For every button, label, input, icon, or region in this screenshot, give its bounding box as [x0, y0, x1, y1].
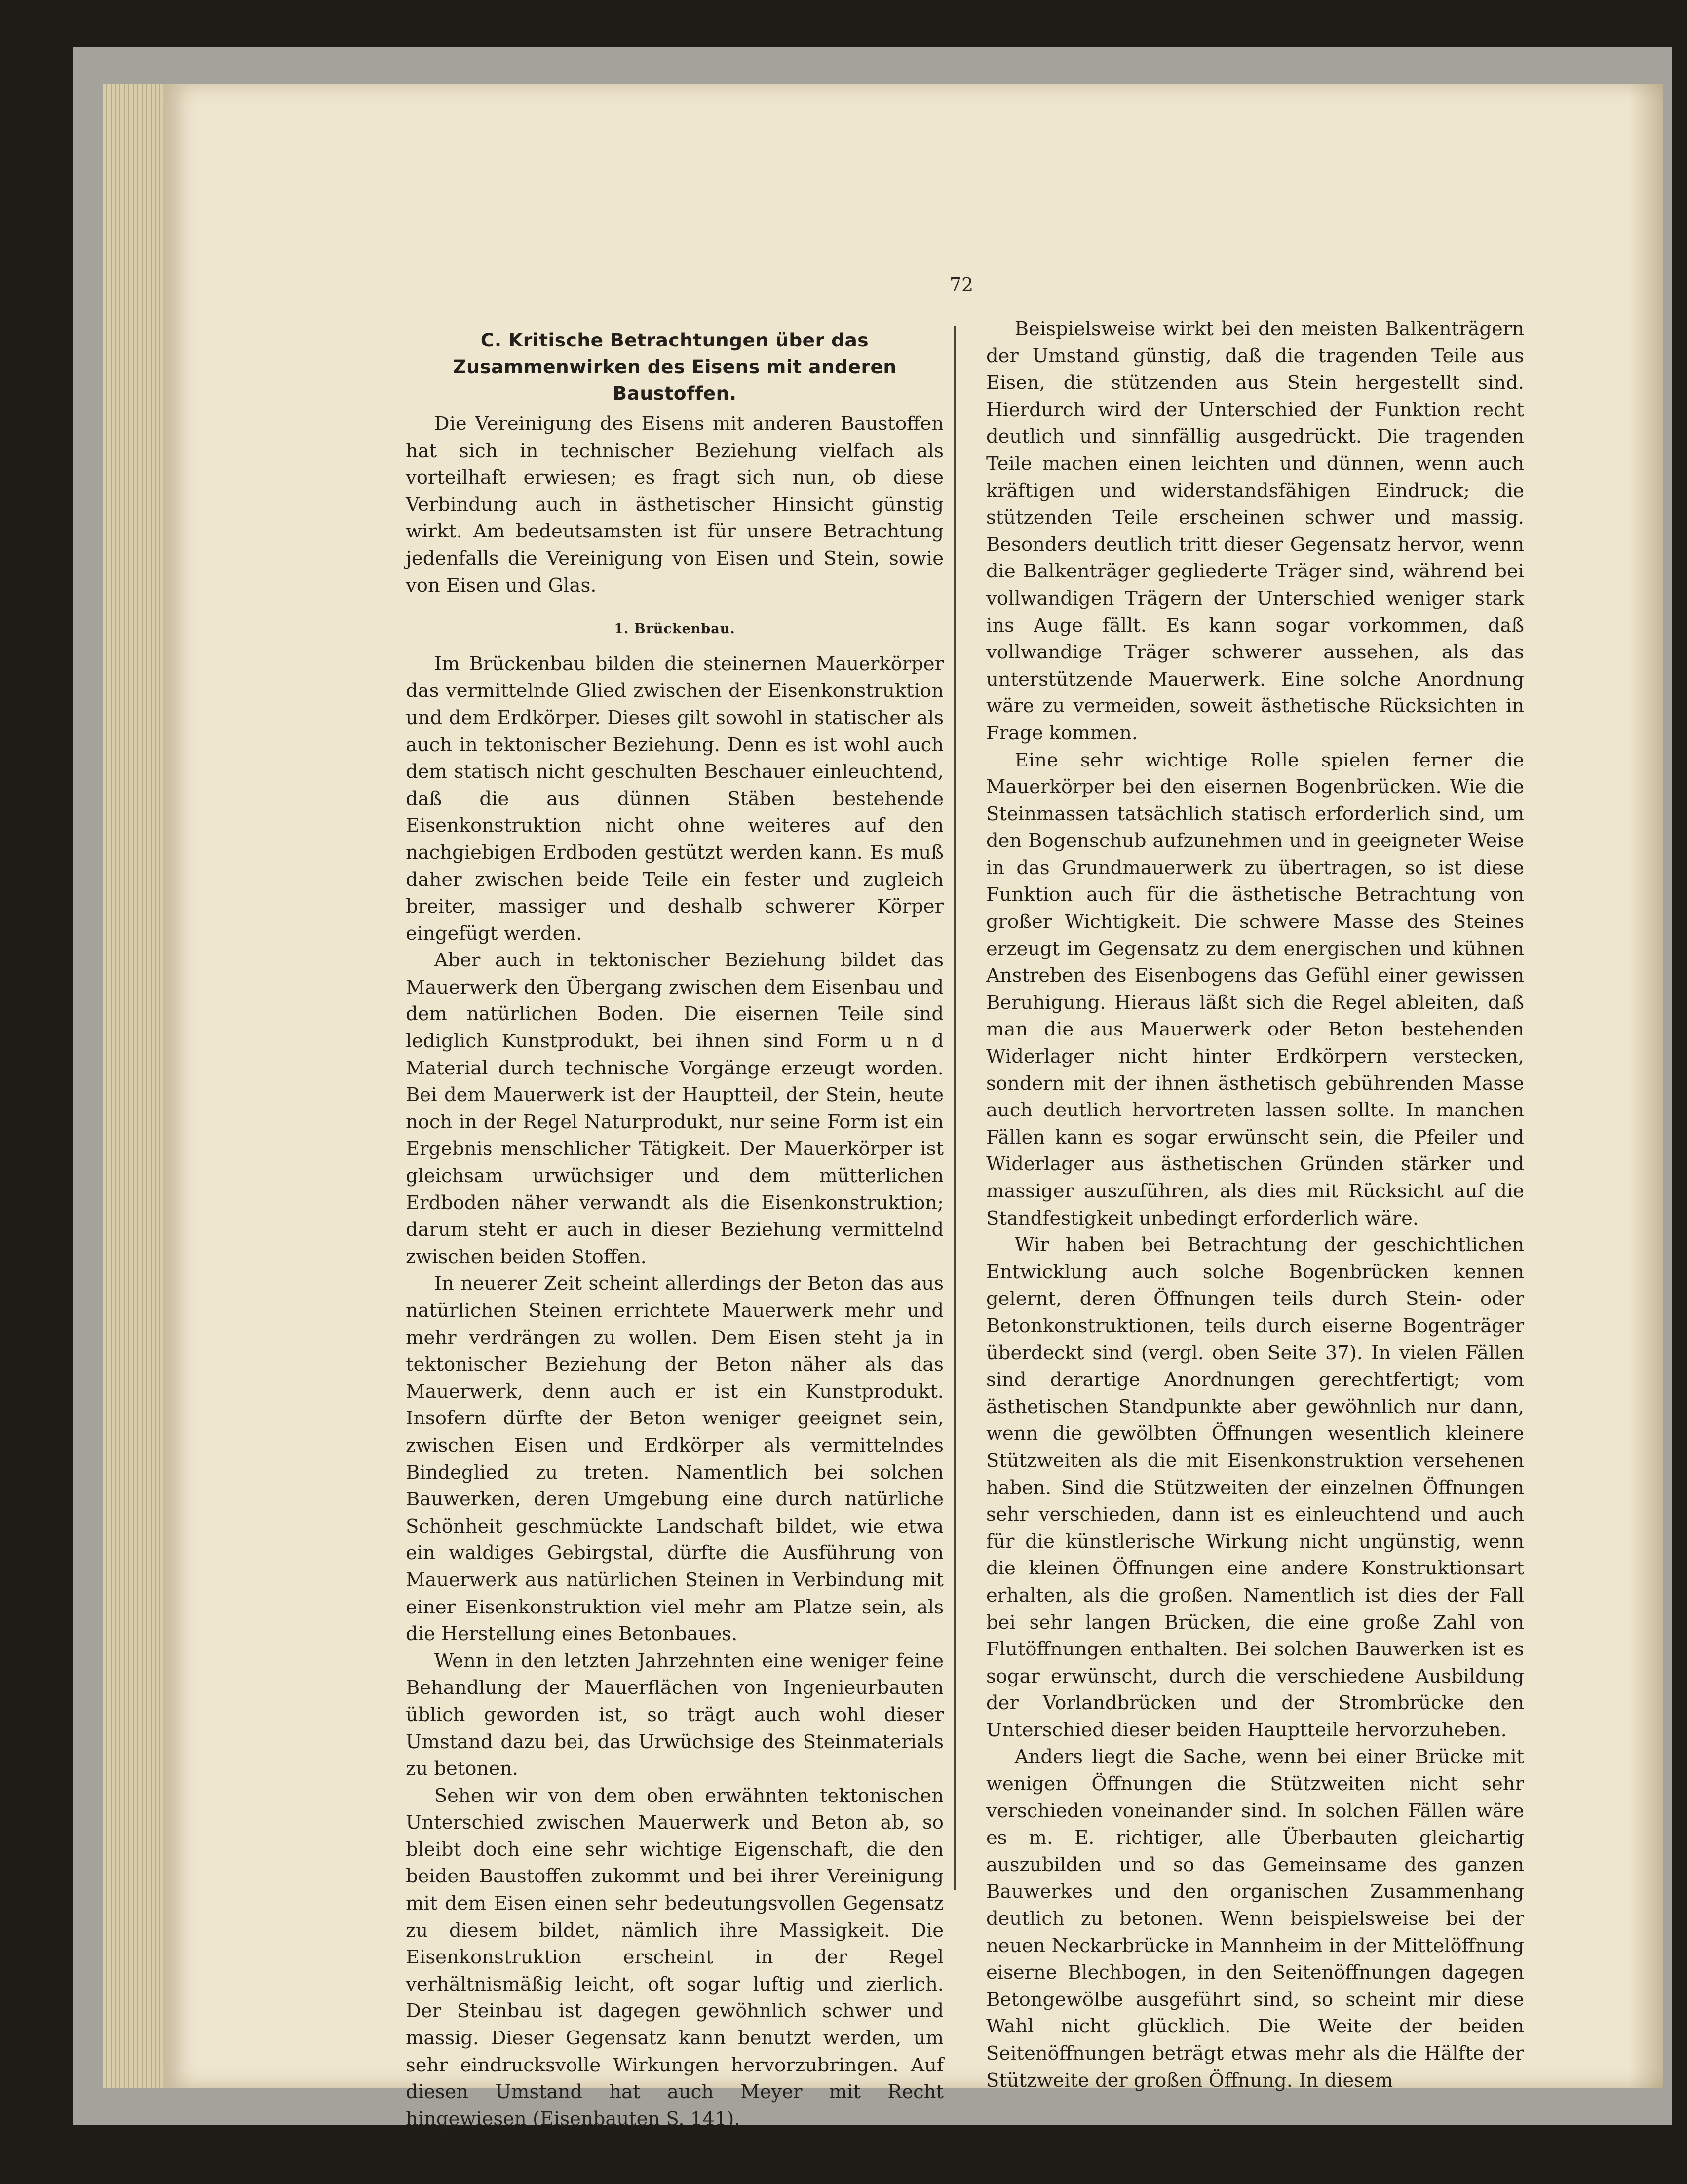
page-number: 72 [949, 274, 974, 296]
paragraph: Anders liegt die Sache, wenn bei einer Brücke mit wenigen Öffnungen die Stützweiten nicht sehr verschieden voneinander sind. In solchen Fällen wäre es m. E. richtiger, alle Überbauten gleichartig auszubilden und so das Gemeinsame des ganzen Bauwerkes und den organischen Zusammenhang deutlich zu betonen. Wenn beispielsweise bei der neuen Neckarbrücke in Mannheim in der Mittelöffnung eiserne Blechbogen, in den Seitenöffnungen dagegen Betongewölbe ausgeführt sind, so scheint mir diese Wahl nicht glücklich. Die Weite der beiden Seitenöffnungen beträgt etwas mehr als die Hälfte der Stützweite der großen Öffnung. In diesem [986, 1746, 1524, 2092]
subsection-title: 1. Brückenbau. [614, 621, 735, 637]
column-divider-rule [954, 326, 956, 1890]
paragraph: In neuerer Zeit scheint allerdings der Beton das aus natürlichen Steinen errichtete Mauerwerk mehr und mehr verdrängen zu wollen. Dem Eisen steht ja in tektonischer Beziehung der Beton näher als das Mauerwerk, denn auch er ist ein Kunstprodukt. Insofern dürfte der Beton weniger geeignet sein, zwischen Eisen und Erdkörper als vermittelndes Bindeglied zu treten. Namentlich bei solchen Bauwerken, deren Umgebung eine durch natürliche Schönheit geschmückte Landschaft bildet, wie etwa ein waldiges Gebirgstal, dürfte die Ausführung von Mauerwerk aus natürlichen Steinen in Verbindung mit einer Eisenkonstruktion viel mehr am Platze sein, als die Herstellung eines Betonbaues. [406, 1272, 944, 1646]
page-gutter-shade [1629, 84, 1663, 2088]
paragraph: Wir haben bei Betrachtung der geschichtlichen Entwicklung auch solche Bogenbrücken kennen gelernt, deren Öffnungen teils durch Stein- oder Betonkonstruktionen, teils durch eiserne Bogenträger überdeckt sind (vergl. oben Seite 37). In vielen Fällen sind derartige Anordnungen gerechtfertigt; vom ästhetischen Standpunkte aber gewöhnlich nur dann, wenn die gewölbten Öffnungen wesentlich kleinere Stützweiten als die mit Eisenkonstruktion versehenen haben. Sind die Stützweiten der einzelnen Öffnungen sehr verschieden, dann ist es einleuchtend und auch für die künstlerische Wirkung nicht ungünstig, wenn die kleinen Öffnungen eine andere Konstruktionsart erhalten, als die großen. Namentlich ist dies der Fall bei sehr langen Brücken, die eine große Zahl von Flutöffnungen enthalten. Bei solchen Bauwerken ist es sogar erwünscht, durch die verschiedene Ausbildung der Vorlandbrücken und der Strombrücke den Unterschied dieser beiden Hauptteile hervorzuheben. [986, 1234, 1524, 1741]
paragraph: Aber auch in tektonischer Beziehung bildet das Mauerwerk den Übergang zwischen dem Eisenbau und dem natürlichen Boden. Die eisernen Teile sind lediglich Kunstprodukt, bei ihnen sind Form u n d Material durch technische Vorgänge erzeugt worden. Bei dem Mauerwerk ist der Hauptteil, der Stein, heute noch in der Regel Naturprodukt, nur seine Form ist ein Ergebnis menschlicher Tätigkeit. Der Mauerkörper ist gleichsam urwüchsiger und dem mütterlichen Erdboden näher verwandt als die Eisenkonstruktion; darum steht er auch in dieser Beziehung vermittelnd zwischen beiden Stoffen. [406, 949, 944, 1268]
section-title: C. Kritische Betrachtungen über das Zusammenwirken des Eisens mit anderen Baustoffen. [453, 329, 897, 404]
paragraph: Eine sehr wichtige Rolle spielen ferner die Mauerkörper bei den eisernen Bogenbrücken. Wie die Steinmassen tatsächlich statisch erforderlich sind, um den Bogenschub aufzunehmen und in geeigneter Weise in das Grundmauerwerk zu übertragen, so ist diese Funktion auch für die ästhetische Betrachtung von großer Wichtigkeit. Die schwere Masse des Steines erzeugt im Gegensatz zu dem energischen und kühnen Anstreben des Eisenbogens das Gefühl einer gewissen Beruhigung. Hieraus läßt sich die Regel ableiten, daß man die aus Mauerwerk oder Beton bestehenden Widerlager nicht hinter Erdkörpern verstecken, sondern mit der ihnen ästhetisch gebührenden Masse auch deutlich hervortreten lassen sollte. In manchen Fällen kann es sogar erwünscht sein, die Pfeiler und Widerlager aus ästhetischen Gründen stärker und massiger auszuführen, als dies mit Rücksicht auf die Standfestigkeit unbedingt erforderlich wäre. [986, 749, 1524, 1229]
intro-paragraph: Die Vereinigung des Eisens mit anderen Baustoffen hat sich in technischer Beziehung vielfach als vorteilhaft erwiesen; es fragt sich nun, ob diese Verbindung auch in ästhetischer Hinsicht günstig wirkt. Am bedeutsamsten ist für unsere Betrachtung jedenfalls die Vereinigung von Eisen und Stein, sowie von Eisen und Glas. [406, 413, 944, 597]
paragraph: Im Brückenbau bilden die steinernen Mauerkörper das vermittelnde Glied zwischen der Eisenkonstruktion und dem Erdkörper. Dieses gilt sowohl in statischer als auch in tektonischer Beziehung. Denn es ist wohl auch dem statisch nicht geschulten Beschauer einleuchtend, daß die aus dünnen Stäben bestehende Eisenkonstruktion nicht ohne weiteres auf den nachgiebigen Erdboden gestützt werden kann. Es muß daher zwischen beide Teile ein fester und zugleich breiter, massiger und deshalb schwerer Körper eingefügt werden. [406, 652, 944, 945]
right-text-column [986, 316, 1524, 2094]
paragraph: Beispielsweise wirkt bei den meisten Balkenträgern der Umstand günstig, daß die tragenden Teile aus Eisen, die stützenden aus Stein hergestellt sind. Hierdurch wird der Unterschied der Funktion recht deutlich und sinnfällig ausgedrückt. Die tragenden Teile machen einen leichten und dünnen, wenn auch kräftigen und widerstandsfähigen Eindruck; die stützenden Teile erscheinen schwer und massig. Besonders deutlich tritt dieser Gegensatz hervor, wenn die Balkenträger gegliederte Träger sind, während bei vollwandigen Trägern der Unterschied weniger stark ins Auge fällt. Es kann sogar vorkommen, daß vollwandige Träger schwerer aussehen, als das unterstützende Mauerwerk. Eine solche Anordnung wäre zu vermeiden, soweit ästhetische Rücksichten in Frage kommen. [986, 318, 1524, 744]
page-stack-edge [103, 84, 167, 2088]
paragraph: Sehen wir von dem oben erwähnten tektonischen Unterschied zwischen Mauerwerk und Beton ab, so bleibt doch eine sehr wichtige Eigenschaft, die den beiden Baustoffen zukommt und bei ihrer Vereinigung mit dem Eisen einen sehr bedeutungsvollen Gegensatz zu diesem bildet, nämlich ihre Massigkeit. Die Eisenkonstruktion erscheint in der Regel verhältnismäßig leicht, oft sogar luftig und zierlich. Der Steinbau ist dagegen gewöhnlich schwer und massig. Dieser Gegensatz kann benutzt werden, um sehr eindrucksvolle Wirkungen hervorzubringen. Auf diesen Umstand hat auch Meyer mit Recht hingewiesen (Eisenbauten S. 141). [406, 1784, 944, 2130]
left-text-column [406, 316, 944, 2133]
paragraph: Wenn in den letzten Jahrzehnten eine weniger feine Behandlung der Mauerflächen von Ingenieurbauten üblich geworden ist, so trägt auch wohl dieser Umstand dazu bei, das Urwüchsige des Steinmaterials zu betonen. [406, 1649, 944, 1780]
